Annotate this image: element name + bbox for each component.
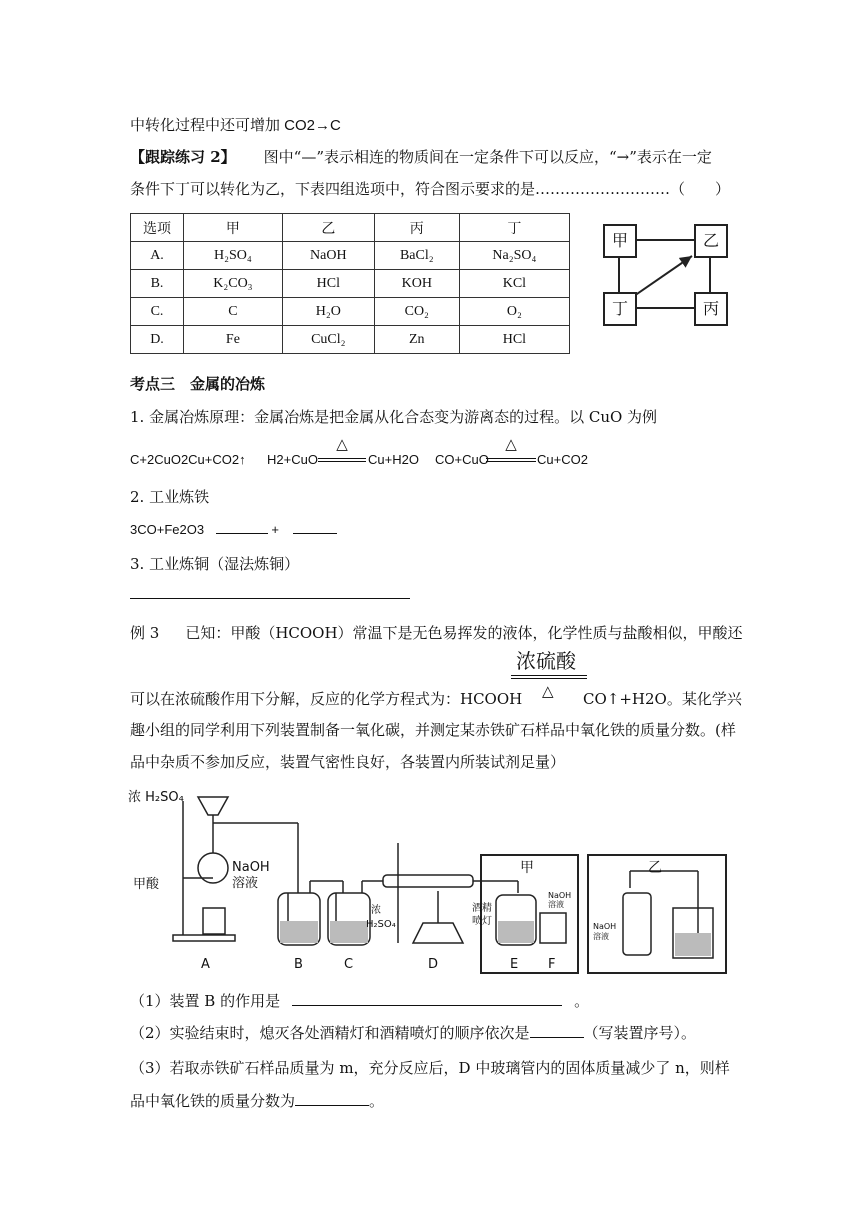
section-item-3: 3. 工业炼铜（湿法炼铜） xyxy=(130,555,300,573)
letter-a: A xyxy=(201,957,210,972)
letter-b: B xyxy=(294,957,303,972)
arrow-ding-to-yi xyxy=(634,256,692,296)
example-text-1: 已知：甲酸（HCOOH）常温下是无色易挥发的液体，化学性质与盐酸相似，甲酸还 xyxy=(185,624,743,642)
question-1-text: （1）装置 B 的作用是 xyxy=(130,992,281,1010)
node-jia: 甲 xyxy=(603,224,637,258)
letter-c: C xyxy=(344,957,354,972)
equals-sign xyxy=(486,458,536,462)
table-cell: BaCl₂ xyxy=(374,242,459,270)
section-title: 考点三 金属的冶炼 xyxy=(130,375,266,393)
question-1 xyxy=(130,990,589,1011)
stand-base-a xyxy=(173,935,235,941)
equals-sign xyxy=(511,675,587,679)
table-cell: NaOH xyxy=(282,242,374,270)
equation-4 xyxy=(130,522,337,537)
example-3-line-4: 品中杂质不参加反应，装置气密性良好，各装置内所装试剂足量） xyxy=(130,753,566,771)
follow-practice-text-1: 图中“—”表示相连的物质间在一定条件下可以反应，“→”表示在一定 xyxy=(263,148,712,166)
table-cell: CO₂ xyxy=(374,298,459,326)
equation-2-condition xyxy=(318,436,366,462)
table-cell: KOH xyxy=(374,270,459,298)
section-item-2: 2. 工业炼铁 xyxy=(130,488,210,506)
answer-blank[interactable] xyxy=(292,1005,562,1006)
e-naoh-label-1: NaOH xyxy=(548,891,572,900)
table-cell: H₂SO₄ xyxy=(184,242,283,270)
naoh-solution-label: 溶液 xyxy=(232,876,259,891)
equation-4-left: 3CO+Fe2O3 xyxy=(130,522,205,537)
letter-e: E xyxy=(510,957,519,972)
table-header-cell: 乙 xyxy=(282,214,374,242)
follow-practice-label: 【跟踪练习 2】 xyxy=(130,148,236,166)
liquid-b xyxy=(280,921,318,943)
burner-f xyxy=(540,913,566,943)
naoh-label: NaOH xyxy=(232,860,270,875)
table-cell: CuCl₂ xyxy=(282,326,374,354)
liquid-e xyxy=(498,921,534,943)
options-table xyxy=(130,213,570,354)
node-bing: 丙 xyxy=(694,292,728,326)
answer-blank[interactable] xyxy=(293,533,337,534)
heat-icon: △ xyxy=(542,682,554,700)
e-naoh-label-2: 溶液 xyxy=(548,900,564,909)
follow-practice-2 xyxy=(130,146,712,167)
equation-2-left: H2+CuO xyxy=(267,452,318,467)
section-item-1: 1. 金属冶炼原理：金属冶炼是把金属从化合态变为游离态的过程。以 CuO 为例 xyxy=(130,408,658,426)
table-row xyxy=(131,242,570,270)
example-3-line-1 xyxy=(130,622,743,643)
table-row xyxy=(131,326,570,354)
example-text-2a: 可以在浓硫酸作用下分解，反应的化学方程式为：HCOOH xyxy=(130,690,523,708)
table-row xyxy=(131,270,570,298)
yi-naoh-label-2: 溶液 xyxy=(593,932,609,941)
example-3-line-2 xyxy=(130,688,522,709)
question-1-end: 。 xyxy=(574,992,590,1010)
box-jia-title: 甲 xyxy=(520,860,534,876)
table-cell: Na₂SO₄ xyxy=(459,242,569,270)
table-header-cell: 丙 xyxy=(374,214,459,242)
table-cell: C. xyxy=(131,298,184,326)
question-3-line-2 xyxy=(130,1090,384,1111)
lamp-label-1: 酒精 xyxy=(472,903,492,914)
question-3-text: 品中氧化铁的质量分数为 xyxy=(130,1092,296,1110)
table-header-cell: 选项 xyxy=(131,214,184,242)
yi-naoh-label-1: NaOH xyxy=(593,922,617,931)
node-ding: 丁 xyxy=(603,292,637,326)
table-cell: HCl xyxy=(459,326,569,354)
dropping-funnel xyxy=(198,797,228,815)
table-header-cell: 甲 xyxy=(184,214,283,242)
catalyst-label: 浓硫酸 xyxy=(516,649,576,673)
question-2 xyxy=(130,1022,696,1043)
question-2-text: （2）实验结束时，熄灭各处酒精灯和酒精喷灯的顺序依次是 xyxy=(130,1024,530,1042)
table-cell: K₂CO₃ xyxy=(184,270,283,298)
equation-2-right: Cu+H2O xyxy=(368,452,419,467)
equation-3-left: CO+CuO xyxy=(435,452,489,467)
table-cell: HCl xyxy=(282,270,374,298)
h2so4-label-2: H₂SO₄ xyxy=(366,919,396,930)
blast-lamp xyxy=(413,923,463,943)
glass-tube-d xyxy=(383,875,473,887)
acid-label: 浓 H₂SO₄ xyxy=(128,790,184,805)
table-cell: KCl xyxy=(459,270,569,298)
table-cell: B. xyxy=(131,270,184,298)
letter-f: F xyxy=(548,957,556,972)
answer-blank[interactable] xyxy=(295,1105,369,1106)
table-cell: Fe xyxy=(184,326,283,354)
answer-line[interactable] xyxy=(130,598,410,599)
table-cell: C xyxy=(184,298,283,326)
node-yi: 乙 xyxy=(694,224,728,258)
table-cell: H₂O xyxy=(282,298,374,326)
answer-blank[interactable] xyxy=(216,533,268,534)
table-cell: D. xyxy=(131,326,184,354)
heat-icon: △ xyxy=(505,435,517,453)
table-cell: Zn xyxy=(374,326,459,354)
table-row xyxy=(131,298,570,326)
letter-d: D xyxy=(428,957,439,972)
equation-1: C+2CuO2Cu+CO2↑ xyxy=(130,452,246,467)
h2so4-label-1: 浓 xyxy=(371,905,381,916)
example-text-2b: CO↑+H2O。某化学兴 xyxy=(583,690,742,708)
equation-3-condition xyxy=(486,436,536,462)
bottle-yi xyxy=(623,893,651,955)
lamp-label-2: 喷灯 xyxy=(472,916,492,927)
liquid-beaker xyxy=(675,933,711,956)
question-2-end: （写装置序号）。 xyxy=(583,1024,697,1042)
heat-icon: △ xyxy=(336,435,348,453)
table-cell: A. xyxy=(131,242,184,270)
answer-blank[interactable] xyxy=(530,1037,584,1038)
example-3-line-3: 趣小组的同学利用下列装置制备一氧化碳，并测定某赤铁矿石样品中氧化铁的质量分数。(样 xyxy=(130,721,736,739)
burner-a xyxy=(203,908,225,934)
example-label: 例 3 xyxy=(130,624,160,642)
question-3-end: 。 xyxy=(369,1092,385,1110)
equation-4-plus: + xyxy=(271,522,279,537)
intro-line: 中转化过程中还可增加 CO2→C xyxy=(130,117,341,134)
equation-3-right: Cu+CO2 xyxy=(537,452,588,467)
equals-sign xyxy=(318,458,366,462)
question-3-line-1: （3）若取赤铁矿石样品质量为 m，充分反应后，D 中玻璃管内的固体质量减少了 n，则样 xyxy=(130,1059,730,1077)
table-header-cell: 丁 xyxy=(459,214,569,242)
table-cell: O₂ xyxy=(459,298,569,326)
box-yi-title: 乙 xyxy=(648,860,662,876)
liquid-c xyxy=(330,921,368,943)
table-header-row xyxy=(131,214,570,242)
formic-acid-label: 甲酸 xyxy=(133,877,160,892)
apparatus-figure xyxy=(128,783,732,978)
follow-practice-text-2: 条件下丁可以转化为乙，下表四组选项中，符合图示要求的是………………………（ ） xyxy=(130,180,731,198)
